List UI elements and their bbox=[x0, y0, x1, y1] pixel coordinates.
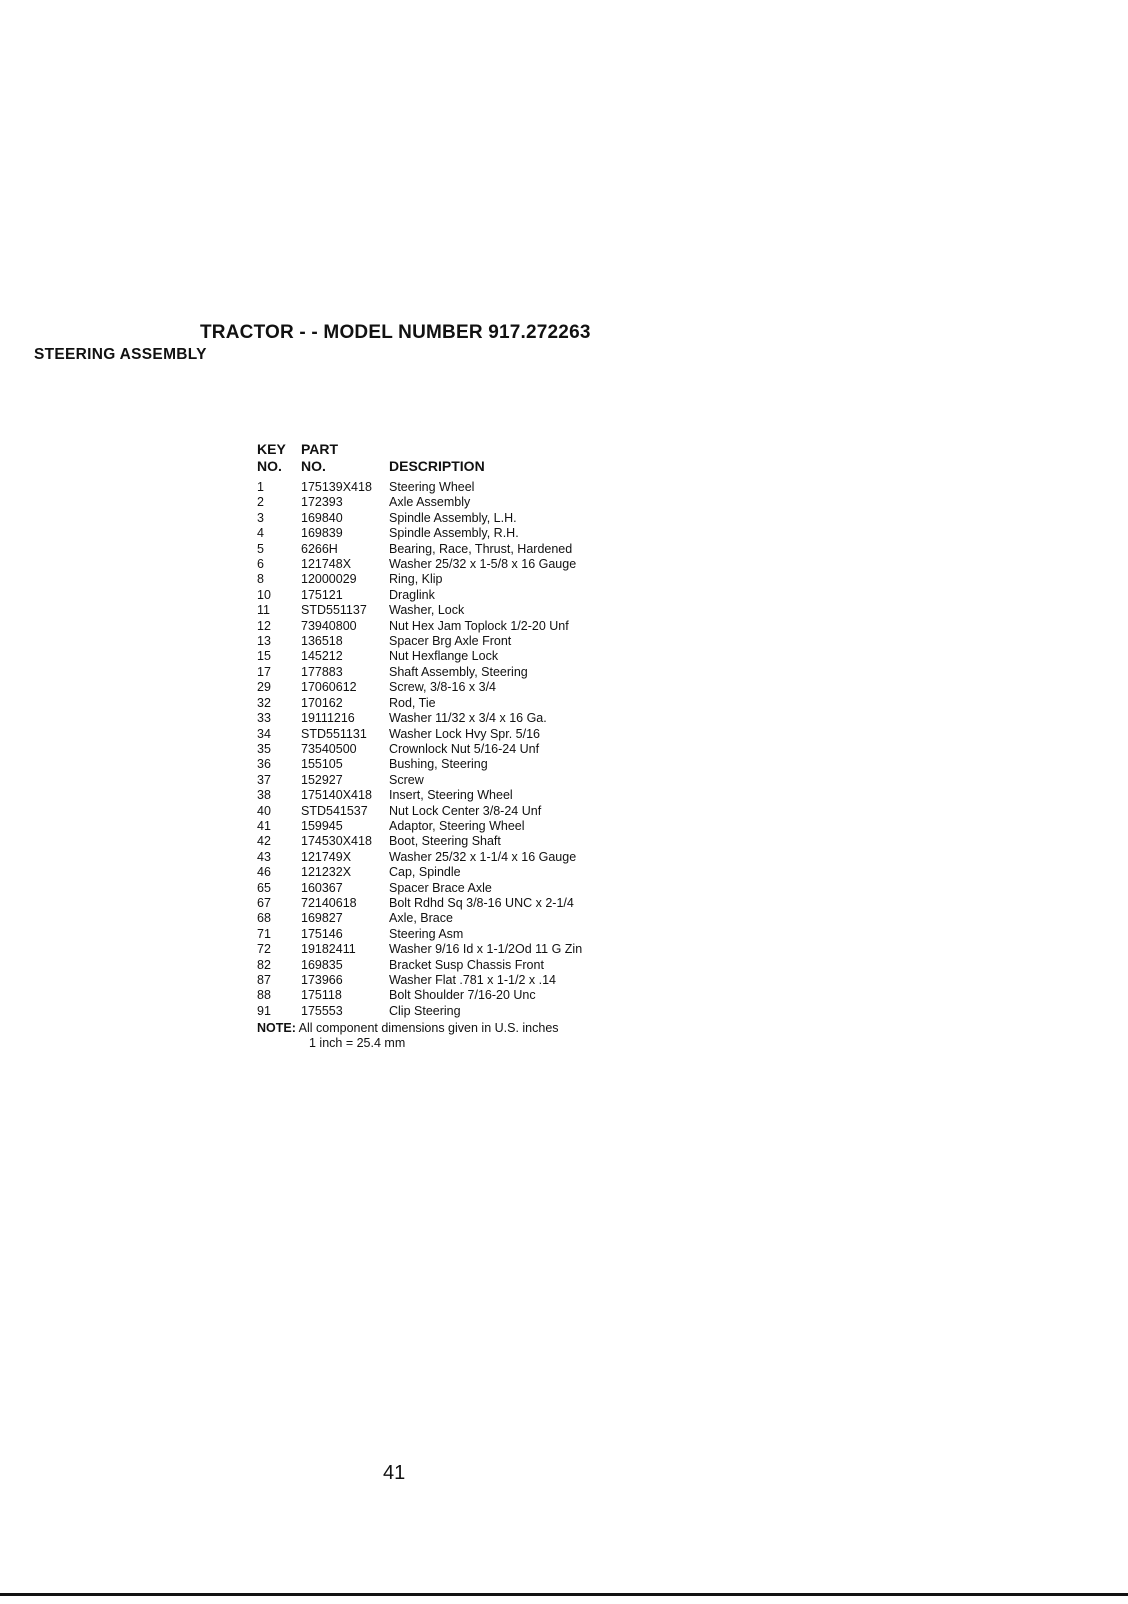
part-number: 175146 bbox=[301, 926, 343, 941]
part-description: Washer 9/16 Id x 1-1/2Od 11 G Zin bbox=[389, 942, 583, 957]
table-row bbox=[257, 742, 689, 757]
table-row bbox=[257, 603, 689, 618]
part-description: Washer 25/32 x 1-5/8 x 16 Gauge bbox=[389, 557, 577, 572]
parts-list-header bbox=[257, 441, 689, 475]
part-key-no: 91 bbox=[257, 1003, 271, 1018]
table-row bbox=[257, 896, 689, 911]
part-description: Axle Assembly bbox=[389, 495, 471, 510]
part-number: 169840 bbox=[301, 510, 343, 525]
part-key-no: 41 bbox=[257, 818, 271, 833]
note bbox=[257, 1021, 559, 1051]
part-description: Rod, Tie bbox=[389, 695, 436, 710]
part-key-no: 33 bbox=[257, 711, 271, 726]
part-description: Spindle Assembly, L.H. bbox=[389, 510, 517, 525]
document-title: TRACTOR - - MODEL NUMBER 917.272263 bbox=[200, 322, 591, 343]
part-number: 169839 bbox=[301, 526, 343, 541]
table-row bbox=[257, 619, 689, 634]
table-row bbox=[257, 958, 689, 973]
part-number: 73940800 bbox=[301, 618, 357, 633]
part-key-no: 37 bbox=[257, 772, 271, 787]
part-description: Screw, 3/8-16 x 3/4 bbox=[389, 680, 497, 695]
table-row bbox=[257, 973, 689, 988]
part-description: Bracket Susp Chassis Front bbox=[389, 957, 544, 972]
part-key-no: 43 bbox=[257, 849, 271, 864]
part-key-no: 10 bbox=[257, 587, 271, 602]
part-key-no: 2 bbox=[257, 495, 264, 510]
part-number: 177883 bbox=[301, 664, 343, 679]
part-number: 121232X bbox=[301, 865, 352, 880]
page-number: 41 bbox=[383, 1462, 406, 1484]
table-row bbox=[257, 881, 689, 896]
part-description: Axle, Brace bbox=[389, 911, 453, 926]
table-row bbox=[257, 773, 689, 788]
part-number: 175121 bbox=[301, 587, 343, 602]
parts-list bbox=[257, 441, 689, 1019]
parts-rows bbox=[257, 480, 689, 1019]
part-key-no: 88 bbox=[257, 988, 271, 1003]
part-key-no: 11 bbox=[257, 603, 270, 618]
part-key-no: 17 bbox=[257, 664, 271, 679]
table-row bbox=[257, 727, 689, 742]
table-row bbox=[257, 819, 689, 834]
part-description: Washer 11/32 x 3/4 x 16 Ga. bbox=[389, 711, 547, 726]
part-number: 175139X418 bbox=[301, 480, 372, 494]
part-number: 152927 bbox=[301, 772, 343, 787]
part-key-no: 29 bbox=[257, 680, 271, 695]
part-description: Washer 25/32 x 1-1/4 x 16 Gauge bbox=[389, 849, 577, 864]
header-desc-line1 bbox=[389, 441, 689, 458]
part-description: Steering Wheel bbox=[389, 480, 475, 494]
part-key-no: 67 bbox=[257, 895, 271, 910]
header-key-line2: NO. bbox=[257, 458, 282, 474]
table-row bbox=[257, 927, 689, 942]
part-key-no: 38 bbox=[257, 788, 271, 803]
table-row bbox=[257, 988, 689, 1003]
part-description: Nut Hexflange Lock bbox=[389, 649, 499, 664]
header-part-line2: NO. bbox=[301, 458, 326, 474]
part-description: Crownlock Nut 5/16-24 Unf bbox=[389, 741, 540, 756]
part-number: 175118 bbox=[301, 988, 342, 1003]
part-number: STD551137 bbox=[301, 603, 367, 618]
table-row bbox=[257, 942, 689, 957]
part-key-no: 40 bbox=[257, 803, 271, 818]
table-row bbox=[257, 834, 689, 849]
table-row bbox=[257, 680, 689, 695]
table-row bbox=[257, 526, 689, 541]
part-key-no: 8 bbox=[257, 572, 264, 587]
part-key-no: 4 bbox=[257, 526, 264, 541]
part-description: Spacer Brace Axle bbox=[389, 880, 492, 895]
part-key-no: 35 bbox=[257, 741, 271, 756]
part-number: 19111216 bbox=[301, 711, 355, 726]
part-number: 145212 bbox=[301, 649, 343, 664]
table-row bbox=[257, 480, 689, 495]
bottom-rule bbox=[0, 1593, 1128, 1596]
table-row bbox=[257, 696, 689, 711]
table-row bbox=[257, 850, 689, 865]
part-description: Spacer Brg Axle Front bbox=[389, 634, 512, 649]
header-key-line1: KEY bbox=[257, 441, 286, 457]
part-number: 17060612 bbox=[301, 680, 357, 695]
table-row bbox=[257, 634, 689, 649]
part-key-no: 65 bbox=[257, 880, 271, 895]
part-description: Ring, Klip bbox=[389, 572, 443, 587]
part-key-no: 6 bbox=[257, 557, 264, 572]
table-row bbox=[257, 511, 689, 526]
part-number: 175140X418 bbox=[301, 788, 372, 803]
part-description: Boot, Steering Shaft bbox=[389, 834, 501, 849]
table-row bbox=[257, 757, 689, 772]
note-line-1 bbox=[257, 1021, 559, 1036]
part-key-no: 5 bbox=[257, 541, 264, 556]
table-row bbox=[257, 649, 689, 664]
part-description: Clip Steering bbox=[389, 1003, 461, 1018]
part-description: Adaptor, Steering Wheel bbox=[389, 818, 525, 833]
section-heading: STEERING ASSEMBLY bbox=[34, 346, 207, 363]
part-key-no: 36 bbox=[257, 757, 271, 772]
part-key-no: 13 bbox=[257, 634, 271, 649]
part-number: 136518 bbox=[301, 634, 343, 649]
part-description: Steering Asm bbox=[389, 926, 464, 941]
part-key-no: 1 bbox=[257, 480, 264, 494]
part-description: Cap, Spindle bbox=[389, 865, 461, 880]
part-description: Washer Flat .781 x 1-1/2 x .14 bbox=[389, 973, 556, 987]
part-key-no: 42 bbox=[257, 834, 271, 849]
part-key-no: 46 bbox=[257, 865, 271, 880]
part-number: 155105 bbox=[301, 757, 343, 772]
part-number: 170162 bbox=[301, 695, 343, 710]
part-description: Washer Lock Hvy Spr. 5/16 bbox=[389, 726, 540, 741]
table-row bbox=[257, 865, 689, 880]
part-description: Bearing, Race, Thrust, Hardened bbox=[389, 541, 573, 556]
table-row bbox=[257, 572, 689, 587]
part-key-no: 32 bbox=[257, 695, 271, 710]
header-desc-line2: DESCRIPTION bbox=[389, 458, 485, 474]
part-number: STD551131 bbox=[301, 726, 367, 741]
part-key-no: 68 bbox=[257, 911, 271, 926]
table-row bbox=[257, 1004, 689, 1019]
header-row-2 bbox=[257, 458, 689, 475]
part-number: 160367 bbox=[301, 880, 343, 895]
part-number: 19182411 bbox=[301, 942, 356, 957]
table-row bbox=[257, 588, 689, 603]
part-number: 159945 bbox=[301, 818, 343, 833]
note-label: NOTE: bbox=[257, 1021, 296, 1035]
part-key-no: 82 bbox=[257, 957, 271, 972]
part-key-no: 34 bbox=[257, 726, 271, 741]
part-key-no: 3 bbox=[257, 510, 264, 525]
part-description: Nut Hex Jam Toplock 1/2-20 Unf bbox=[389, 618, 569, 633]
part-number: 175553 bbox=[301, 1003, 343, 1018]
part-description: Screw bbox=[389, 772, 424, 787]
part-number: 169827 bbox=[301, 911, 343, 926]
part-number: 72140618 bbox=[301, 895, 357, 910]
part-description: Nut Lock Center 3/8-24 Unf bbox=[389, 803, 542, 818]
part-description: Bushing, Steering bbox=[389, 757, 488, 772]
part-key-no: 15 bbox=[257, 649, 271, 664]
table-row bbox=[257, 711, 689, 726]
part-description: Draglink bbox=[389, 587, 435, 602]
part-description: Spindle Assembly, R.H. bbox=[389, 526, 519, 541]
note-line-2: 1 inch = 25.4 mm bbox=[309, 1036, 406, 1050]
part-key-no: 72 bbox=[257, 942, 271, 957]
part-description: Insert, Steering Wheel bbox=[389, 788, 513, 803]
part-number: 121748X bbox=[301, 557, 352, 572]
part-number: 12000029 bbox=[301, 572, 357, 587]
part-number: STD541537 bbox=[301, 803, 368, 818]
table-row bbox=[257, 788, 689, 803]
table-row bbox=[257, 911, 689, 926]
part-number: 174530X418 bbox=[301, 834, 372, 849]
part-description: Bolt Rdhd Sq 3/8-16 UNC x 2-1/4 bbox=[389, 895, 574, 910]
part-number: 172393 bbox=[301, 495, 343, 510]
header-row-1 bbox=[257, 441, 689, 458]
table-row bbox=[257, 542, 689, 557]
part-description: Washer, Lock bbox=[389, 603, 465, 618]
part-description: Shaft Assembly, Steering bbox=[389, 664, 528, 679]
table-row bbox=[257, 495, 689, 510]
part-number: 73540500 bbox=[301, 741, 357, 756]
part-number: 121749X bbox=[301, 849, 352, 864]
part-number: 6266H bbox=[301, 541, 338, 556]
part-key-no: 87 bbox=[257, 973, 271, 987]
part-number: 173966 bbox=[301, 973, 343, 987]
note-text: All component dimensions given in U.S. inches bbox=[295, 1021, 559, 1035]
part-description: Bolt Shoulder 7/16-20 Unc bbox=[389, 988, 536, 1003]
table-row bbox=[257, 557, 689, 572]
part-number: 169835 bbox=[301, 957, 343, 972]
table-row bbox=[257, 665, 689, 680]
part-key-no: 12 bbox=[257, 618, 271, 633]
table-row bbox=[257, 804, 689, 819]
header-part-line1: PART bbox=[301, 441, 339, 457]
part-key-no: 71 bbox=[257, 926, 271, 941]
